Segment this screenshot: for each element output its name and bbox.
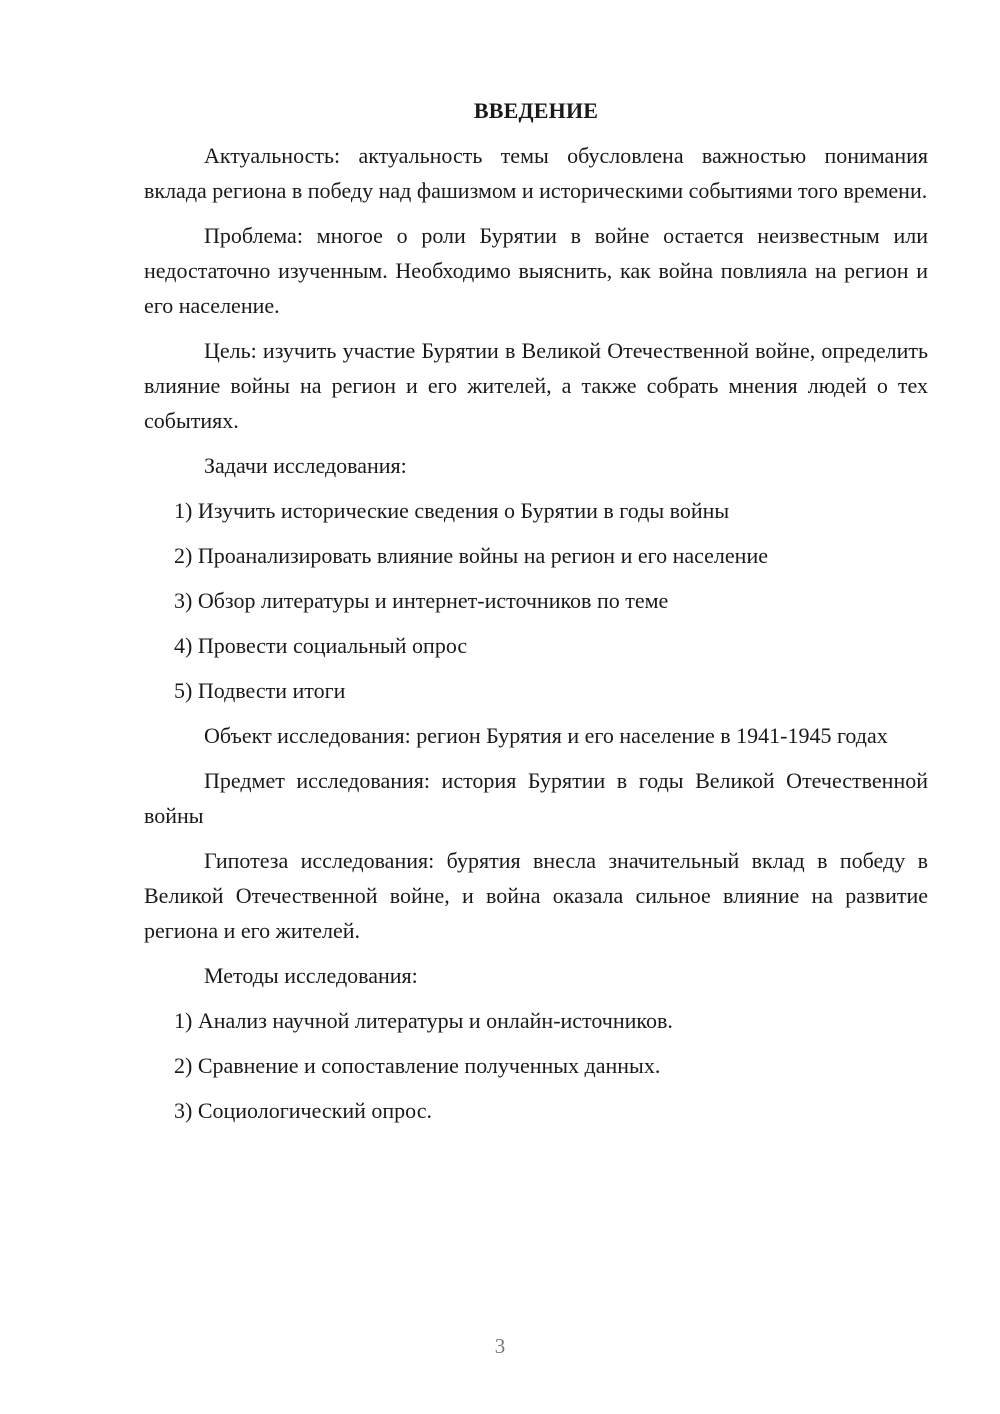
list-item-task-3: 3) Обзор литературы и интернет-источников по теме xyxy=(174,588,669,613)
tasks-label: Задачи исследования: xyxy=(204,453,407,478)
subject-paragraph: Предмет исследования: история Бурятии в годы Великой Отечественной войны xyxy=(144,768,928,828)
page-number: 3 xyxy=(494,1334,506,1358)
object-paragraph: Объект исследования: регион Бурятия и его население в 1941-1945 годах xyxy=(204,723,888,748)
list-item-task-5: 5) Подвести итоги xyxy=(174,678,346,703)
document-page xyxy=(144,96,928,1138)
list-item-method-3: 3) Социологический опрос. xyxy=(174,1098,432,1123)
list-item-method-1: 1) Анализ научной литературы и онлайн-источников. xyxy=(174,1008,673,1033)
list-item-task-2: 2) Проанализировать влияние войны на регион и его население xyxy=(174,543,768,568)
relevance-paragraph: Актуальность: актуальность темы обусловлена важностью понимания вклада региона в победу над фашизмом и историческими событиями того времени. xyxy=(144,143,928,203)
list-item-task-4: 4) Провести социальный опрос xyxy=(174,633,468,658)
list-item-task-1: 1) Изучить исторические сведения о Бурятии в годы войны xyxy=(174,498,730,523)
page-title: ВВЕДЕНИЕ xyxy=(473,98,599,123)
methods-label: Методы исследования: xyxy=(204,963,418,988)
list-item-method-2: 2) Сравнение и сопоставление полученных данных. xyxy=(174,1053,661,1078)
hypothesis-paragraph: Гипотеза исследования: бурятия внесла значительный вклад в победу в Великой Отечественной войне, и война оказала сильное влияние на развитие региона и его жителей. xyxy=(144,848,928,943)
goal-paragraph: Цель: изучить участие Бурятии в Великой Отечественной войне, определить влияние войны на регион и его жителей, а также собрать мнения людей о тех событиях. xyxy=(144,338,928,433)
problem-paragraph: Проблема: многое о роли Бурятии в войне остается неизвестным или недостаточно изученным. Необходимо выяснить, как война повлияла на регион и его население. xyxy=(144,223,928,318)
